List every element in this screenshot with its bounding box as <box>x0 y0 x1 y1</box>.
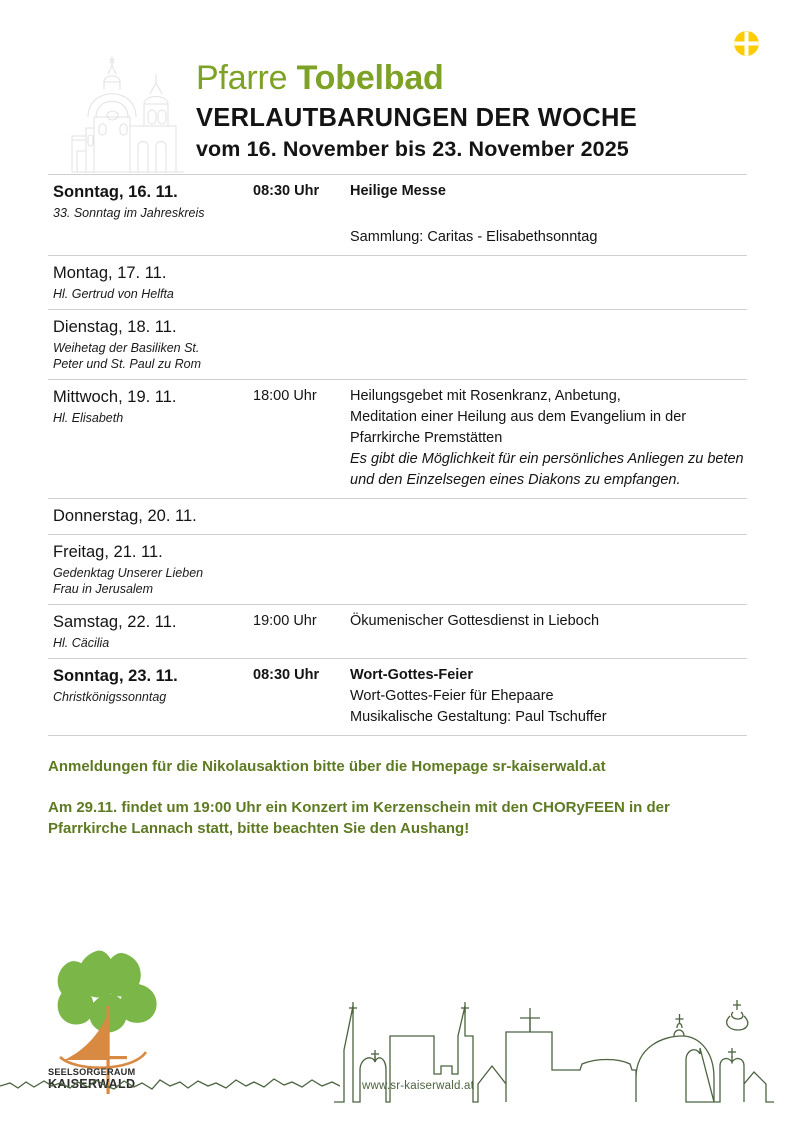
event-line <box>253 686 747 707</box>
table-row <box>48 535 747 605</box>
event-line <box>253 665 747 686</box>
events-cell <box>253 505 747 527</box>
event-time <box>253 227 350 248</box>
event-time: 08:30 Uhr <box>253 183 320 199</box>
event-line <box>253 611 747 632</box>
event-spacer <box>253 202 747 227</box>
day-name: Sonntag, 16. 11. <box>53 183 178 201</box>
day-saint-note: 33. Sonntag im Jahreskreis <box>53 206 205 220</box>
event-description: Sammlung: Caritas - Elisabethsonntag <box>350 229 598 245</box>
day-saint-note: Christkönigssonntag <box>53 690 167 704</box>
table-row <box>48 605 747 659</box>
event-description: Wort-Gottes-Feier <box>350 667 473 683</box>
table-row <box>48 256 747 310</box>
table-row <box>48 499 747 535</box>
day-name: Sonntag, 23. 11. <box>53 667 178 685</box>
events-cell <box>253 611 747 651</box>
events-cell <box>253 316 747 372</box>
event-time: 18:00 Uhr <box>253 388 317 404</box>
page-footer <box>0 924 795 1124</box>
events-cell <box>253 665 747 728</box>
page-header <box>0 0 795 172</box>
event-description: Ökumenischer Gottesdienst in Lieboch <box>350 613 600 629</box>
announcement-text: Anmeldungen für die Nikolausaktion bitte über die Homepage sr-kaiserwald.at <box>48 758 606 775</box>
table-row <box>48 310 747 380</box>
event-time: 08:30 Uhr <box>253 667 320 683</box>
day-name: Dienstag, 18. 11. <box>53 318 177 336</box>
day-name: Mittwoch, 19. 11. <box>53 388 177 406</box>
day-name: Freitag, 21. 11. <box>53 543 163 561</box>
day-cell <box>48 505 253 527</box>
day-saint-note: Hl. Cäcilia <box>53 636 110 650</box>
headline: VERLAUTBARUNGEN DER WOCHE <box>196 104 637 132</box>
brand-block <box>196 57 756 163</box>
day-cell <box>48 386 253 491</box>
day-cell <box>48 541 253 597</box>
brand-prefix: Pfarre <box>196 59 297 97</box>
day-name: Donnerstag, 20. 11. <box>53 507 197 525</box>
page-title <box>196 57 756 99</box>
day-saint-note: Weihetag der Basiliken St. Peter und St. Paul zu Rom <box>53 341 201 371</box>
event-time: 19:00 Uhr <box>253 613 317 629</box>
event-description: Heilige Messe <box>350 183 446 199</box>
website-url[interactable]: www.sr-kaiserwald.at <box>362 1080 474 1092</box>
event-description: Heilungsgebet mit Rosenkranz, Anbetung, Meditation einer Heilung aus dem Evangelium in der Pfarrkirche Premstätten <box>350 388 687 446</box>
day-name: Samstag, 22. 11. <box>53 613 177 631</box>
table-row <box>48 659 747 736</box>
events-cell <box>253 181 747 248</box>
day-saint-note: Gedenktag Unserer Lieben Frau in Jerusalem <box>53 566 204 596</box>
table-row <box>48 175 747 256</box>
announcements-block <box>48 756 753 839</box>
table-row <box>48 380 747 499</box>
event-line <box>253 707 747 728</box>
church-line-drawing-icon <box>58 52 184 174</box>
weekly-schedule-table <box>48 174 747 736</box>
date-range: vom 16. November bis 23. November 2025 <box>196 137 629 161</box>
event-time <box>253 686 350 707</box>
day-cell <box>48 316 253 372</box>
logo-line1: SEELSORGERAUM <box>48 1067 136 1077</box>
day-cell <box>48 262 253 302</box>
event-line <box>253 181 747 202</box>
day-cell <box>48 665 253 728</box>
event-line <box>253 449 747 491</box>
day-saint-note: Hl. Elisabeth <box>53 411 124 425</box>
day-cell <box>48 611 253 651</box>
event-line <box>253 227 747 248</box>
event-line <box>253 386 747 449</box>
event-time <box>253 449 350 491</box>
day-cell <box>48 181 253 248</box>
events-cell <box>253 386 747 491</box>
brand-name: Tobelbad <box>296 59 444 97</box>
yellow-cross-circle-logo-icon <box>731 28 762 59</box>
event-description: Es gibt die Möglichkeit für ein persönliches Anliegen zu beten und den Einzelsegen eines Diakons zu empfangen. <box>350 451 744 488</box>
event-time <box>253 707 350 728</box>
logo-line2: KAISERWALD <box>48 1077 136 1091</box>
event-description: Musikalische Gestaltung: Paul Tschuffer <box>350 709 607 725</box>
events-cell <box>253 262 747 302</box>
day-saint-note: Hl. Gertrud von Helfta <box>53 287 174 301</box>
events-cell <box>253 541 747 597</box>
event-description: Wort-Gottes-Feier für Ehepaare <box>350 688 554 704</box>
announcement-text: Am 29.11. findet um 19:00 Uhr ein Konzert im Kerzenschein mit den CHORyFEEN in der Pfarrkirche Lannach statt, bitte beachten Sie den Aushang! <box>48 799 670 837</box>
day-name: Montag, 17. 11. <box>53 264 167 282</box>
hill-wave-line-icon <box>0 1070 340 1096</box>
